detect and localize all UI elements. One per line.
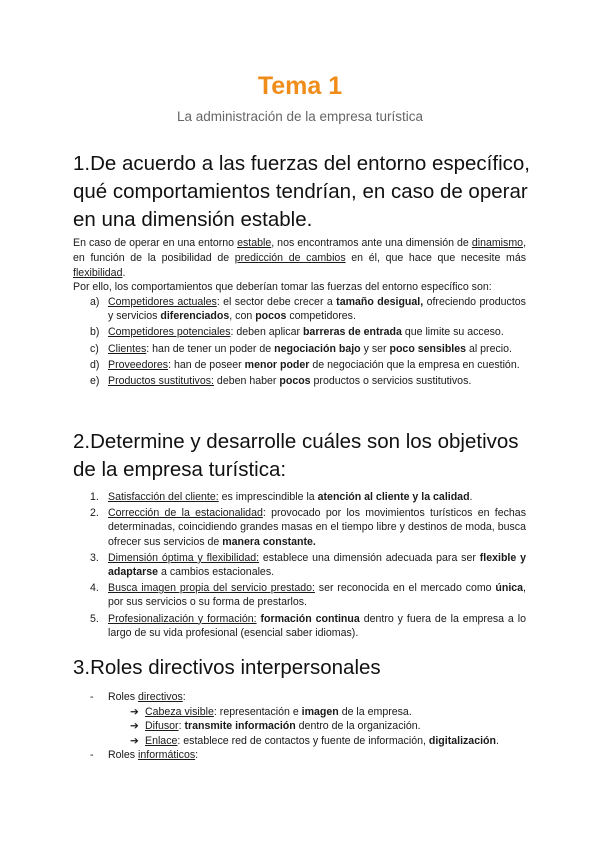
- item-term: Dimensión óptima y flexibilidad:: [108, 551, 260, 564]
- text-bold: atención al cliente y la calidad: [317, 491, 470, 503]
- text: al precio.: [466, 342, 512, 355]
- list-marker: 4.: [90, 582, 99, 595]
- text-underlined: directivos: [138, 691, 183, 703]
- dash-bullet: -: [90, 691, 94, 703]
- text-bold: digitalización: [428, 734, 496, 747]
- text: Roles: [108, 691, 139, 703]
- item-term: Cabeza visible: [145, 705, 214, 718]
- text: competidores.: [286, 310, 356, 323]
- text: y ser: [360, 342, 390, 355]
- section-3-heading: 3.Roles directivos interpersonales: [73, 656, 381, 679]
- list-item: [73, 358, 526, 372]
- text-bold: barreras de entrada: [302, 326, 402, 339]
- arrow-right-icon: ➔: [130, 705, 139, 718]
- list-marker: b): [90, 326, 100, 339]
- text-bold: negociación bajo: [274, 342, 361, 355]
- text: dentro de la organización.: [295, 720, 421, 732]
- section-1-heading: 1.De acuerdo a las fuerzas del entorno específico, qué comportamientos tendrían, en caso de operar en una dimensión estable.: [73, 152, 530, 231]
- list-item: [73, 374, 526, 388]
- page-subtitle: La administración de la empresa turística: [176, 109, 424, 124]
- text-bold: menor poder: [244, 358, 310, 371]
- list-marker: 1.: [90, 491, 99, 503]
- text: , por sus servicios o su forma de prestarlos.: [108, 582, 526, 609]
- section-1-paragraph-1: [73, 236, 526, 281]
- text: :: [195, 749, 199, 761]
- text-bold: manera constante.: [222, 535, 316, 548]
- list-item: [73, 581, 526, 609]
- item-term: Proveedores: [108, 358, 169, 371]
- text: ofreciendo productos y servicios: [108, 296, 526, 323]
- text: :: [182, 691, 186, 703]
- text-bold: imagen: [301, 705, 339, 718]
- text: de la empresa.: [338, 705, 412, 718]
- section-1-paragraph-2: Por ello, los comportamientos que deberían tomar las fuerzas del entorno específico son:: [73, 281, 492, 293]
- list-marker: 2.: [90, 507, 99, 520]
- section-1-list: [73, 295, 526, 390]
- text: : provocado por los movimientos turísticos en fechas determinadas, coincidiendo grandes masas en el tiempo libre y destinos de moda, busca ofrecer sus servicios de: [108, 507, 527, 548]
- sub-list-item: [73, 719, 526, 734]
- item-term: Enlace: [145, 734, 178, 747]
- sub-list-item: [73, 734, 526, 749]
- text: .: [495, 734, 499, 747]
- section-3-list: [73, 690, 526, 763]
- list-item: [73, 551, 526, 579]
- text-underlined: predicción de cambios: [234, 252, 346, 264]
- item-term: Busca imagen propia del servicio prestado:: [108, 582, 315, 595]
- text: establece una dimensión adecuada para ser: [259, 551, 480, 564]
- item-term: Competidores potenciales: [108, 326, 231, 339]
- text-bold: transmite información: [184, 720, 296, 732]
- text: productos o servicios sustitutivos.: [310, 375, 472, 388]
- text-underlined: dinamismo: [471, 237, 524, 249]
- list-item: [73, 506, 526, 549]
- text-underlined: estable: [237, 237, 272, 249]
- item-term: Clientes: [108, 342, 147, 355]
- text: a cambios estacionales.: [158, 566, 275, 579]
- item-term: Difusor: [145, 720, 179, 732]
- text-bold: pocos: [279, 375, 311, 388]
- item-term: Satisfacción del cliente:: [108, 491, 219, 503]
- text: , en función de la posibilidad de: [73, 237, 527, 264]
- text: , con: [229, 310, 256, 323]
- text: .: [469, 491, 473, 503]
- text: deben haber: [213, 375, 280, 388]
- text-bold: poco sensibles: [389, 342, 467, 355]
- text-underlined: flexibilidad: [73, 267, 123, 279]
- text: En caso de operar en una entorno: [73, 237, 238, 249]
- arrow-right-icon: ➔: [130, 720, 139, 732]
- list-marker: 5.: [90, 612, 99, 625]
- text: en él, que hace que necesite más: [345, 252, 527, 264]
- text-bold: diferenciados: [160, 310, 230, 323]
- text: : el sector debe crecer a: [216, 296, 337, 308]
- text: Roles: [108, 749, 139, 761]
- text-bold: única: [495, 582, 524, 595]
- item-term: Competidores actuales: [108, 296, 217, 308]
- item-term: Corrección de la estacionalidad: [108, 507, 263, 520]
- text: de negociación que la empresa en cuestión.: [309, 358, 520, 371]
- dash-bullet: -: [90, 749, 94, 761]
- text-bold: formación continua: [260, 612, 360, 625]
- list-item: [73, 690, 526, 705]
- text: : deben aplicar: [230, 326, 303, 339]
- list-item: [73, 342, 526, 356]
- text: : representación e: [213, 705, 302, 718]
- text: :: [178, 720, 185, 732]
- list-item: [73, 325, 526, 339]
- list-item: [73, 748, 526, 763]
- list-item: [73, 295, 526, 323]
- text: : han de tener un poder de: [146, 342, 275, 355]
- text-bold: pocos: [255, 310, 287, 323]
- list-marker: a): [90, 296, 100, 308]
- text: que limite su acceso.: [401, 326, 504, 339]
- text: : establece red de contactos y fuente de información,: [177, 734, 429, 747]
- list-marker: 3.: [90, 551, 99, 564]
- page-title: Tema 1: [257, 72, 343, 100]
- text-underlined: informáticos: [138, 749, 196, 761]
- text-bold: tamaño desigual,: [336, 296, 424, 308]
- text: .: [122, 267, 126, 279]
- item-term: Productos sustitutivos:: [108, 375, 214, 388]
- text: ser reconocida en el mercado como: [314, 582, 496, 595]
- text-bold: flexible y adaptarse: [108, 551, 526, 579]
- text: , nos encontramos ante una dimensión de: [271, 237, 472, 249]
- section-2-heading: 2.Determine y desarrolle cuáles son los objetivos de la empresa turística:: [73, 430, 519, 481]
- list-item: [73, 612, 526, 640]
- arrow-right-icon: ➔: [130, 734, 139, 747]
- list-marker: c): [90, 342, 99, 355]
- list-item: [73, 490, 526, 504]
- item-term: Profesionalización y formación:: [108, 612, 257, 625]
- section-2-list: [73, 490, 526, 642]
- sub-list-item: [73, 705, 526, 720]
- text: : han de poseer: [168, 358, 245, 371]
- list-marker: e): [90, 375, 100, 388]
- list-marker: d): [90, 358, 100, 371]
- text: es imprescindible la: [218, 491, 318, 503]
- text: dentro y fuera de la empresa a lo largo de su vida profesional (esencial saber idiomas).: [108, 612, 526, 639]
